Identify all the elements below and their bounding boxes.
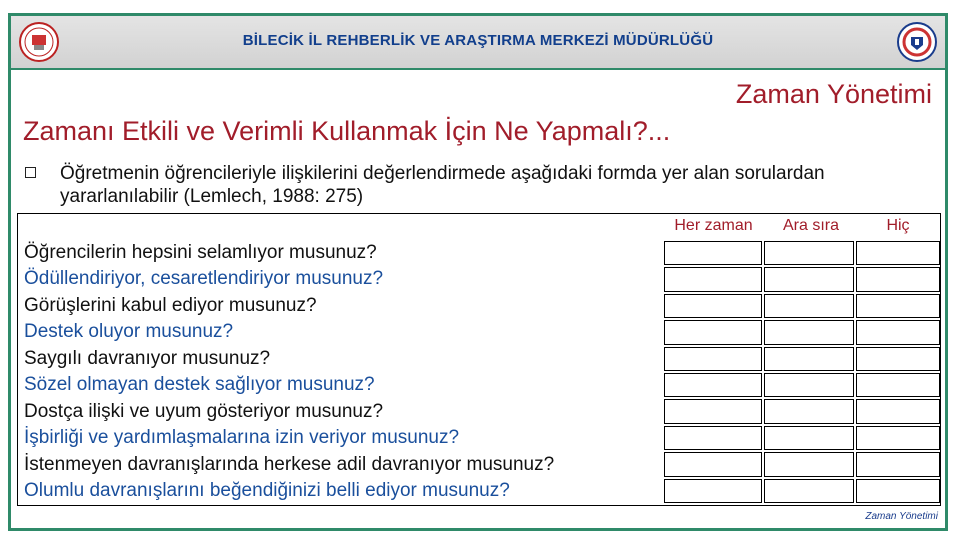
slide-title-line1: Zaman Yönetimi: [735, 79, 932, 109]
answer-cell-always[interactable]: [664, 426, 762, 450]
question-row: İstenmeyen davranışlarında herkese adil davranıyor musunuz?: [24, 454, 555, 475]
answer-cell-always[interactable]: [664, 347, 762, 371]
question-row: Ödüllendiriyor, cesaretlendiriyor musunuz?: [24, 268, 384, 289]
answer-cell-sometimes[interactable]: [764, 452, 854, 476]
footer-label: Zaman Yönetimi: [865, 511, 938, 522]
answer-cell-never[interactable]: [856, 452, 940, 476]
column-header-sometimes: Ara sıra: [782, 217, 839, 234]
answer-cell-sometimes[interactable]: [764, 373, 854, 397]
answer-cell-never[interactable]: [856, 241, 940, 265]
answer-cell-sometimes[interactable]: [764, 241, 854, 265]
right-logo-icon: [896, 21, 938, 63]
question-row: Sözel olmayan destek sağlıyor musunuz?: [24, 374, 375, 395]
column-header-never: Hiç: [886, 217, 910, 234]
answer-cell-always[interactable]: [664, 373, 762, 397]
bullet-item: [25, 162, 925, 208]
answer-cell-always[interactable]: [664, 452, 762, 476]
answer-cell-always[interactable]: [664, 267, 762, 291]
question-row: Dostça ilişki ve uyum gösteriyor musunuz?: [24, 401, 384, 422]
answer-cell-never[interactable]: [856, 373, 940, 397]
answer-cell-sometimes[interactable]: [764, 426, 854, 450]
question-row: Saygılı davranıyor musunuz?: [24, 348, 271, 369]
answer-cell-always[interactable]: [664, 399, 762, 423]
checkbox-bullet-icon: [25, 167, 36, 178]
answer-cell-sometimes[interactable]: [764, 347, 854, 371]
answer-cell-never[interactable]: [856, 347, 940, 371]
answer-cell-sometimes[interactable]: [764, 320, 854, 344]
answer-cell-sometimes[interactable]: [764, 267, 854, 291]
answer-cell-always[interactable]: [664, 241, 762, 265]
question-row: Olumlu davranışlarını beğendiğinizi belli ediyor musunuz?: [24, 480, 510, 501]
question-row: Destek oluyor musunuz?: [24, 321, 234, 342]
answer-cell-never[interactable]: [856, 399, 940, 423]
answer-cell-never[interactable]: [856, 320, 940, 344]
answer-cell-always[interactable]: [664, 479, 762, 503]
header-title: BİLECİK İL REHBERLİK VE ARAŞTIRMA MERKEZİ MÜDÜRLÜĞÜ: [242, 32, 714, 49]
answer-cell-never[interactable]: [856, 479, 940, 503]
answer-cell-never[interactable]: [856, 294, 940, 318]
question-row: İşbirliği ve yardımlaşmalarına izin veriyor musunuz?: [24, 427, 460, 448]
header-bar: [11, 16, 945, 70]
answer-cell-always[interactable]: [664, 294, 762, 318]
answer-cell-never[interactable]: [856, 426, 940, 450]
question-row: Görüşlerini kabul ediyor musunuz?: [24, 295, 317, 316]
column-header-always: Her zaman: [674, 217, 753, 234]
answer-cell-always[interactable]: [664, 320, 762, 344]
slide-title-line2: Zamanı Etkili ve Verimli Kullanmak İçin Ne Yapmalı?...: [23, 116, 671, 146]
answer-cell-sometimes[interactable]: [764, 479, 854, 503]
question-row: Öğrencilerin hepsini selamlıyor musunuz?: [24, 242, 377, 263]
answer-cell-never[interactable]: [856, 267, 940, 291]
answer-cell-sometimes[interactable]: [764, 399, 854, 423]
answer-cell-sometimes[interactable]: [764, 294, 854, 318]
bullet-text: Öğretmenin öğrencileriyle ilişkilerini değerlendirmede aşağıdaki formda yer alan sorulardan yararlanılabilir (Lemlech, 1988: 275): [60, 163, 825, 207]
